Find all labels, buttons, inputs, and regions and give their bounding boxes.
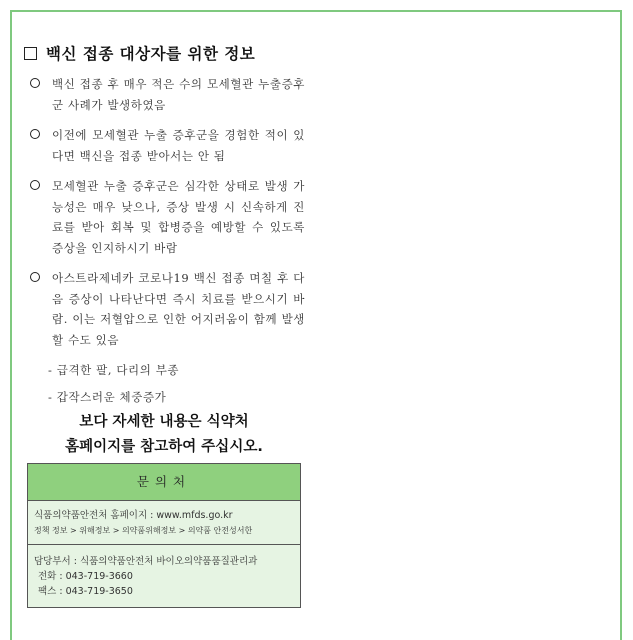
circle-bullet-icon bbox=[30, 272, 40, 282]
list-item-text: 백신 접종 후 매우 적은 수의 모세혈관 누출증후군 사례가 발생하였음 bbox=[52, 77, 305, 112]
symptom-item: - 급격한 팔, 다리의 부종 bbox=[48, 363, 180, 377]
department-text: 담당부서 : 식품의약품안전처 바이오의약품품질관리과 bbox=[34, 556, 258, 567]
circle-bullet-icon bbox=[30, 129, 40, 139]
contact-box bbox=[27, 463, 301, 608]
symptom-item: - 갑작스러운 체중증가 bbox=[48, 390, 167, 404]
info-list bbox=[30, 74, 305, 414]
circle-bullet-icon bbox=[30, 180, 40, 190]
phone-number: 전화 : 043-719-3660 bbox=[38, 571, 133, 582]
fax-number: 팩스 : 043-719-3650 bbox=[38, 586, 133, 597]
contact-department-section bbox=[28, 545, 300, 607]
notice-line: 홈페이지를 참고하여 주십시오. bbox=[65, 439, 263, 455]
section-heading-text: 백신 접종 대상자를 위한 정보 bbox=[46, 45, 256, 63]
section-heading bbox=[24, 42, 255, 64]
contact-title: 문의처 bbox=[28, 464, 300, 501]
list-item bbox=[30, 268, 305, 350]
notice-line: 보다 자세한 내용은 식약처 bbox=[79, 414, 249, 430]
website-text: 식품의약품안전처 홈페이지 : www.mfds.go.kr bbox=[34, 510, 233, 521]
list-item bbox=[30, 176, 305, 258]
notice-text bbox=[28, 410, 300, 460]
list-item-text: 아스트라제네카 코로나19 백신 접종 며칠 후 다음 증상이 나타난다면 즉시 치료를 받으시기 바람. 이는 저혈압으로 인한 어지러움이 함께 발생할 수도 있음 bbox=[52, 271, 305, 347]
square-bullet-icon bbox=[24, 47, 37, 60]
list-item bbox=[30, 125, 305, 166]
list-item-text: 이전에 모세혈관 누출 증후군을 경험한 적이 있다면 백신을 접종 받아서는 안 됨 bbox=[52, 128, 305, 163]
website-path: 정책 정보 > 위해정보 > 의약품위해정보 > 의약품 안전성서한 bbox=[34, 526, 253, 535]
list-item-text: 모세혈관 누출 증후군은 심각한 상태로 발생 가능성은 매우 낮으나, 증상 발생 시 신속하게 진료를 받아 회복 및 합병증을 예방할 수 있도록 증상을 인지하시기 바람 bbox=[52, 179, 305, 255]
list-item bbox=[30, 74, 305, 115]
symptom-list bbox=[48, 360, 305, 407]
circle-bullet-icon bbox=[30, 78, 40, 88]
contact-website-section bbox=[28, 501, 300, 545]
